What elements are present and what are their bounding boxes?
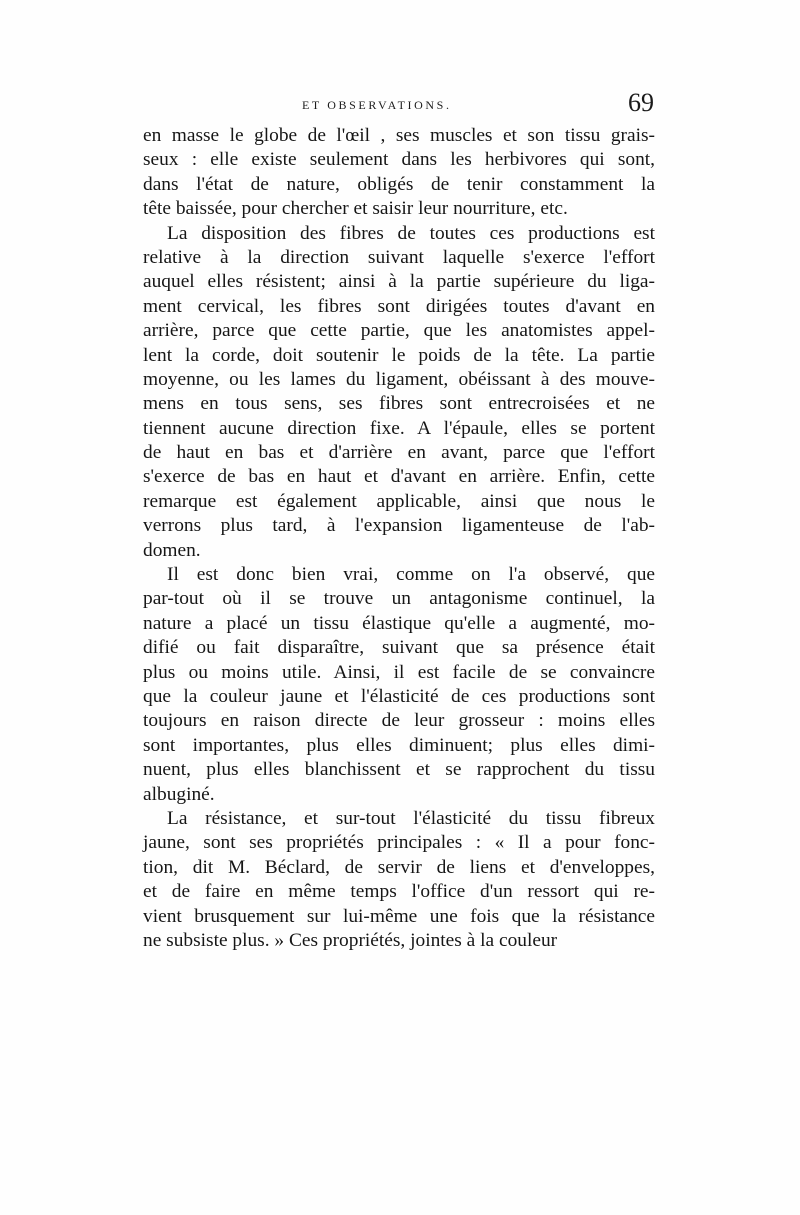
text-line: La disposition des fibres de toutes ces productions est [167, 222, 655, 244]
text-line: sont importantes, plus elles diminuent; plus elles dimi- [143, 734, 655, 756]
paragraph [143, 563, 655, 807]
text-line: vient brusquement sur lui-même une fois que la résistance [143, 905, 655, 927]
text-line: jaune, sont ses propriétés principales : « Il a pour fonc- [143, 832, 655, 854]
text-line: tion, dit M. Béclard, de servir de liens et d'enveloppes, [143, 856, 655, 878]
paragraph [143, 222, 655, 563]
text-line: ne subsiste plus. » Ces propriétés, jointes à la couleur [143, 929, 558, 951]
body-text [143, 124, 655, 953]
text-line: remarque est également applicable, ainsi que nous le [143, 490, 655, 512]
text-line: difié ou fait disparaître, suivant que sa présence était [143, 637, 655, 659]
paragraph [143, 807, 655, 953]
text-line: lent la corde, doit soutenir le poids de la tête. La partie [143, 344, 655, 366]
text-line: tiennent aucune direction fixe. A l'épaule, elles se portent [143, 417, 655, 439]
text-line: mens en tous sens, ses fibres sont entrecroisées et ne [143, 393, 655, 415]
text-line: de haut en bas et d'arrière en avant, parce que l'effort [143, 442, 655, 464]
text-line: nuent, plus elles blanchissent et se rapprochent du tissu [143, 759, 655, 781]
text-line: arrière, parce que cette partie, que les anatomistes appel- [143, 320, 655, 342]
text-line: Il est donc bien vrai, comme on l'a observé, que [167, 564, 655, 586]
page-number: 69 [628, 88, 654, 117]
text-line: moyenne, ou les lames du ligament, obéissant à des mouve- [143, 368, 655, 390]
text-line: en masse le globe de l'œil , ses muscles et son tissu grais- [143, 125, 655, 146]
text-line: toujours en raison directe de leur grosseur : moins elles [143, 710, 655, 732]
text-line: et de faire en même temps l'office d'un ressort qui re- [143, 881, 655, 903]
text-line: nature a placé un tissu élastique qu'elle a augmenté, mo- [143, 612, 655, 634]
text-line: plus ou moins utile. Ainsi, il est facile de se convaincre [143, 661, 655, 683]
text-line: La résistance, et sur-tout l'élasticité du tissu fibreux [167, 807, 655, 829]
text-line: s'exerce de bas en haut et d'avant en arrière. Enfin, cette [143, 466, 655, 488]
text-line: domen. [143, 539, 201, 561]
text-line: que la couleur jaune et l'élasticité de ces productions sont [143, 685, 655, 707]
running-title: ET OBSERVATIONS. [302, 98, 452, 112]
running-header [142, 88, 654, 124]
text-line: par-tout où il se trouve un antagonisme continuel, la [143, 588, 655, 610]
paragraph [143, 124, 655, 222]
text-line: verrons plus tard, à l'expansion ligamenteuse de l'ab- [143, 515, 655, 537]
text-line: auquel elles résistent; ainsi à la partie supérieure du liga- [143, 271, 655, 293]
text-line: ment cervical, les fibres sont dirigées toutes d'avant en [143, 295, 655, 317]
text-line: albuginé. [143, 783, 215, 805]
text-line: dans l'état de nature, obligés de tenir constamment la [143, 173, 655, 195]
text-line: tête baissée, pour chercher et saisir leur nourriture, etc. [143, 198, 568, 220]
text-line: relative à la direction suivant laquelle s'exerce l'effort [143, 246, 655, 268]
text-line: seux : elle existe seulement dans les herbivores qui sont, [143, 149, 655, 171]
